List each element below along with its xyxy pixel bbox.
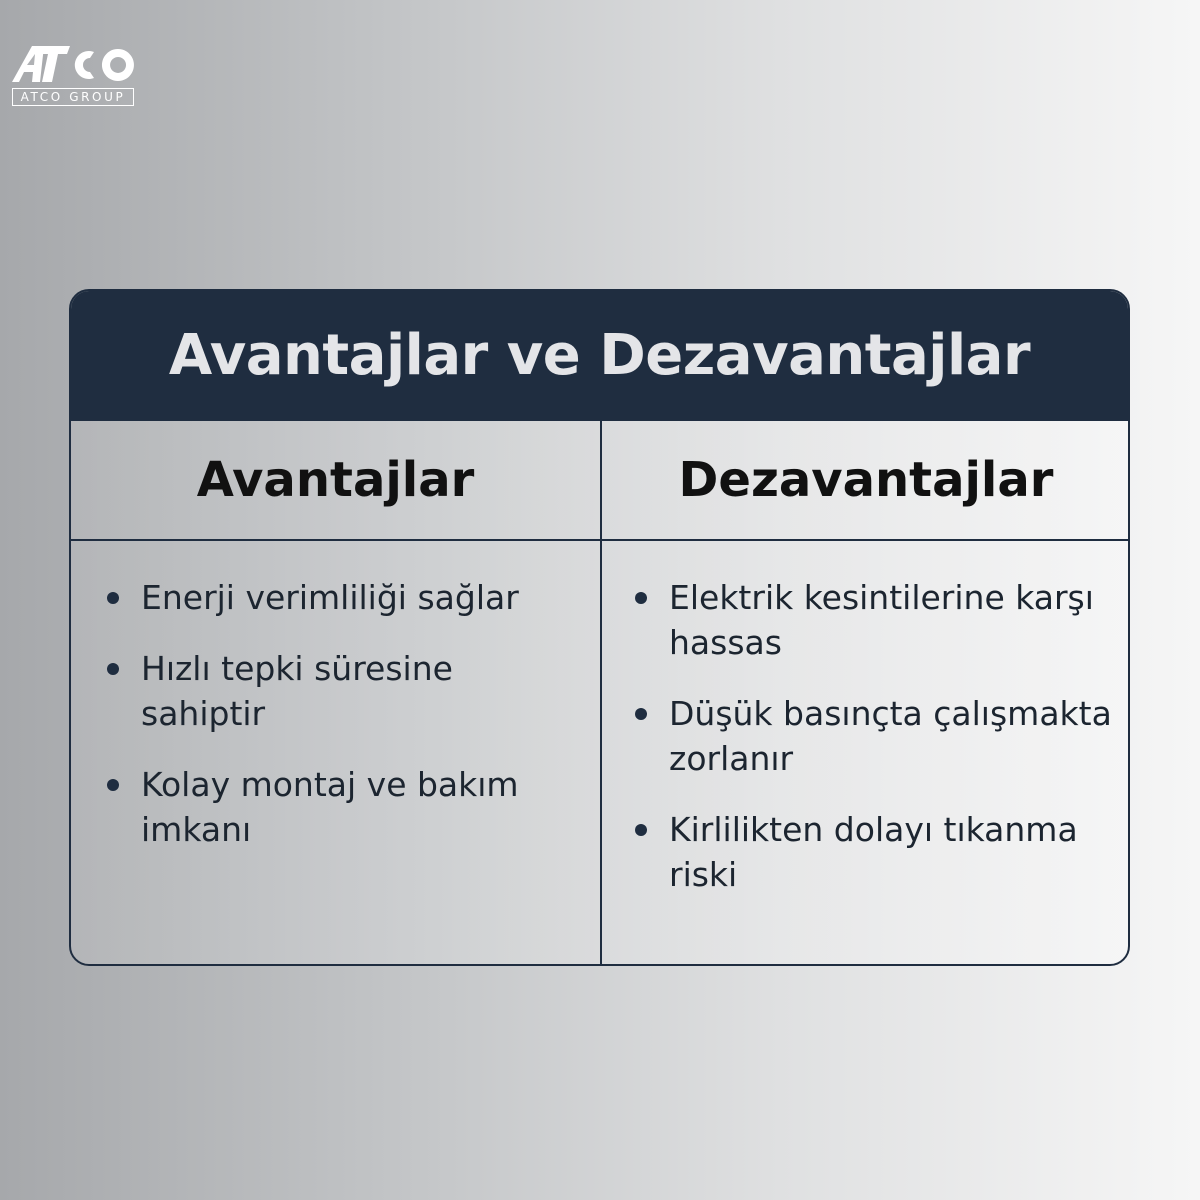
list-item bbox=[635, 691, 1130, 781]
disadvantage-text: Kirlilikten dolayı tıkanma riski bbox=[669, 810, 1078, 894]
advantage-text: Kolay montaj ve bakım imkanı bbox=[141, 765, 519, 849]
advantages-list bbox=[107, 575, 577, 878]
disadvantages-list bbox=[635, 575, 1130, 923]
card-header bbox=[71, 291, 1128, 421]
disadvantage-text: Elektrik kesintilerine karşı hassas bbox=[669, 578, 1094, 662]
list-item bbox=[635, 575, 1130, 665]
bullet-icon bbox=[635, 708, 647, 720]
disadvantages-heading: Dezavantajlar bbox=[678, 452, 1054, 508]
column-divider bbox=[600, 421, 602, 966]
bullet-icon bbox=[107, 592, 119, 604]
bullet-icon bbox=[107, 779, 119, 791]
advantage-text: Hızlı tepki süresine sahiptir bbox=[141, 649, 453, 733]
company-logo bbox=[10, 42, 136, 108]
card-title: Avantajlar ve Dezavantajlar bbox=[168, 322, 1031, 388]
advantages-heading: Avantajlar bbox=[196, 452, 475, 508]
bullet-icon bbox=[635, 824, 647, 836]
list-item bbox=[107, 575, 577, 620]
bullet-icon bbox=[107, 663, 119, 675]
bullet-icon bbox=[635, 592, 647, 604]
list-item bbox=[107, 646, 577, 736]
comparison-card bbox=[69, 289, 1130, 966]
disadvantage-text: Düşük basınçta çalışmakta zorlanır bbox=[669, 694, 1112, 778]
logo-group-text: ATCO GROUP bbox=[12, 88, 134, 106]
atco-logo-mark bbox=[10, 42, 136, 88]
advantage-text: Enerji verimliliği sağlar bbox=[141, 578, 519, 617]
list-item bbox=[107, 762, 577, 852]
list-item bbox=[635, 807, 1130, 897]
